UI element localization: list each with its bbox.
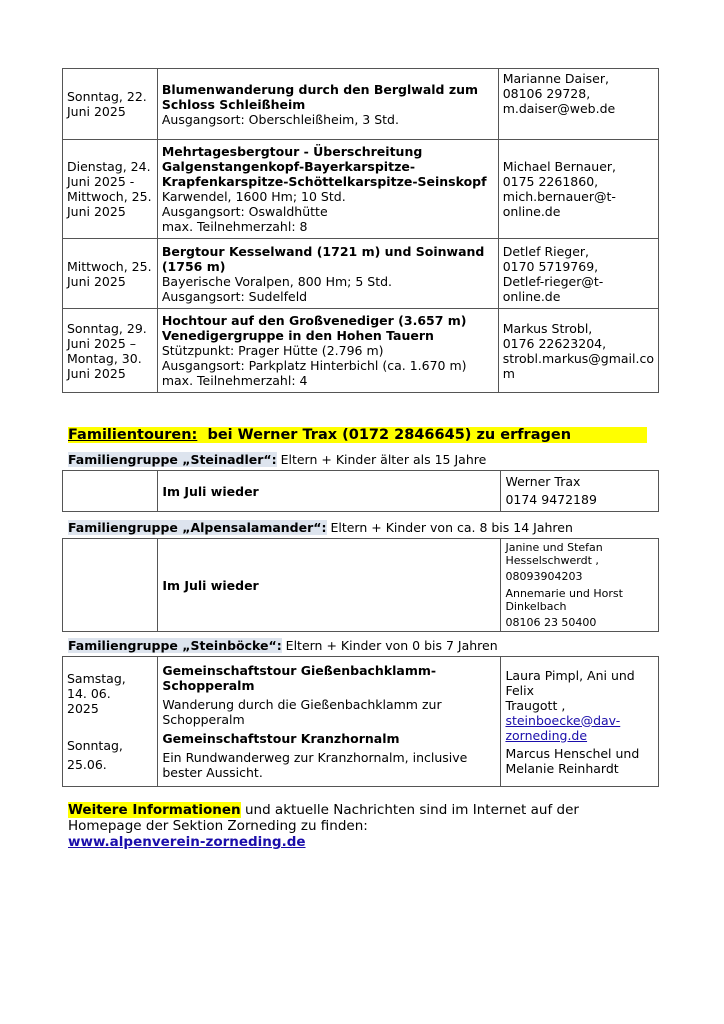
group-tours: [158, 657, 501, 787]
tour-date: [63, 140, 158, 239]
tour-detail: Ausgangsort: Oberschleißheim, 3 Std.: [161, 111, 399, 127]
contact-line: m: [502, 365, 515, 381]
date-line: 25.06.: [67, 757, 107, 772]
table-row: [63, 309, 659, 393]
group-description: Eltern + Kinder von ca. 8 bis 14 Jahren: [326, 520, 573, 535]
tour-title: Mehrtagesbergtour - Überschreitung: [161, 144, 423, 159]
tour-title: Hochtour auf den Großvenediger (3.657 m): [161, 313, 467, 328]
group-activity: [158, 471, 501, 512]
email-link[interactable]: zorneding.de: [505, 727, 588, 743]
date-line: Mittwoch, 25.: [67, 258, 152, 274]
tour-detail: Bayerische Voralpen, 800 Hm; 5 Std.: [161, 273, 393, 289]
table-row: [63, 657, 659, 787]
contact-line: mich.bernauer@t-: [502, 189, 616, 204]
date-line: Juni 2025: [67, 365, 126, 381]
date-line: Samstag,: [67, 671, 126, 686]
contact-line: Laura Pimpl, Ani und Felix: [505, 667, 635, 698]
tour-detail: Stützpunkt: Prager Hütte (2.796 m): [161, 343, 384, 358]
tour-detail: Ausgangsort: Oswaldhütte: [161, 204, 328, 219]
family-tours-contact: bei Werner Trax (0172 2846645) zu erfragen: [197, 427, 572, 443]
date-line: Juni 2025 -: [67, 174, 135, 189]
group-table-steinboecke: [62, 656, 659, 787]
group-contact: [501, 539, 659, 632]
info-label: Weitere Informationen: [68, 802, 241, 818]
date-line: Mittwoch, 25.: [67, 189, 152, 204]
date-line: Juni 2025 –: [67, 335, 137, 351]
contact-line: 0176 22623204,: [502, 335, 607, 351]
contact-line: Dinkelbach: [505, 600, 567, 613]
tour-detail: max. Teilnehmerzahl: 8: [161, 219, 308, 234]
group-heading-steinboecke: [68, 638, 498, 653]
group-heading-steinadler: [68, 452, 486, 467]
tour-contact: [498, 239, 658, 309]
contact-line: Marcus Henschel und: [505, 745, 640, 761]
tour-title: Schopperalm: [162, 678, 255, 693]
contact-line: Markus Strobl,: [502, 320, 593, 336]
date-line: Sonntag,: [67, 738, 123, 753]
contact-line: m.daiser@web.de: [502, 101, 616, 116]
table-row: [63, 539, 659, 632]
footer-text: und aktuelle Nachrichten sind im Internet auf der: [240, 802, 579, 818]
contact-line: Janine und Stefan: [505, 541, 603, 554]
group-heading-alpensalamander: [68, 520, 573, 535]
contact-line: 08106 23 50400: [505, 616, 597, 629]
contact-line: 0175 2261860,: [502, 174, 599, 189]
table-row: [63, 239, 659, 309]
activity-label: Im Juli wieder: [162, 577, 259, 593]
tour-detail: Ausgangsort: Parkplatz Hinterbichl (ca. 1.670 m): [161, 358, 467, 373]
group-description: Eltern + Kinder von 0 bis 7 Jahren: [281, 638, 498, 653]
contact-line: strobl.markus@gmail.co: [502, 350, 654, 366]
tour-title: Bergtour Kesselwand (1721 m) und Soinwand: [161, 243, 485, 259]
group-date: [63, 471, 158, 512]
email-link[interactable]: steinboecke@dav-: [505, 712, 621, 728]
group-dates: [63, 657, 158, 787]
tour-detail: Karwendel, 1600 Hm; 10 Std.: [161, 189, 346, 204]
date-line: 2025: [67, 701, 99, 716]
date-line: Juni 2025: [67, 273, 126, 289]
tour-detail: Ein Rundwanderweg zur Kranzhornalm, inclusive: [162, 750, 468, 765]
tour-title: Venedigergruppe in den Hohen Tauern: [161, 328, 434, 343]
family-tours-heading: [68, 428, 647, 443]
contact-line: 0170 5719769,: [502, 258, 599, 274]
contact-line: 08093904203: [505, 570, 583, 583]
contact-line: 0174 9472189: [505, 492, 597, 507]
contact-line: Traugott ,: [505, 697, 566, 713]
footer-info: [68, 802, 579, 850]
date-line: Montag, 30.: [67, 350, 142, 366]
group-table-steinadler: [62, 470, 659, 512]
tour-detail: bester Aussicht.: [162, 765, 263, 780]
contact-line: Detlef Rieger,: [502, 243, 590, 259]
tour-title: Galgenstangenkopf-Bayerkarspitze-: [161, 159, 416, 174]
table-row: [63, 69, 659, 140]
group-contact: [501, 657, 659, 787]
group-activity: [158, 539, 501, 632]
group-description: Eltern + Kinder älter als 15 Jahre: [276, 452, 487, 467]
tour-date: [63, 69, 158, 140]
tour-date: [63, 309, 158, 393]
contact-line: online.de: [502, 288, 561, 304]
tour-title: Blumenwanderung durch den Berglwald zum: [161, 81, 479, 97]
tour-description: [157, 309, 498, 393]
tour-title: Gemeinschaftstour Kranzhornalm: [162, 731, 400, 746]
group-table-alpensalamander: [62, 538, 659, 632]
tour-description: [157, 140, 498, 239]
family-tours-label: Familientouren:: [68, 427, 198, 443]
tour-contact: [498, 309, 658, 393]
tour-date: [63, 239, 158, 309]
contact-line: Melanie Reinhardt: [505, 760, 619, 776]
tour-contact: [498, 69, 658, 140]
date-line: Sonntag, 22.: [67, 89, 147, 104]
tour-title: Schloss Schleißheim: [161, 96, 306, 112]
date-line: Sonntag, 29.: [67, 320, 147, 336]
group-contact: [501, 471, 659, 512]
group-date: [63, 539, 158, 632]
contact-line: Werner Trax: [505, 474, 581, 489]
group-label: Familiengruppe „Steinadler“:: [68, 452, 277, 467]
contact-line: Annemarie und Horst: [505, 587, 623, 600]
date-line: Juni 2025: [67, 104, 126, 119]
tour-title: Gemeinschaftstour Gießenbachklamm-: [162, 663, 437, 678]
contact-line: Detlef-rieger@t-: [502, 273, 604, 289]
contact-line: 08106 29728,: [502, 86, 591, 101]
group-label: Familiengruppe „Steinböcke“:: [68, 638, 282, 653]
contact-line: Hesselschwerdt ,: [505, 554, 599, 567]
tour-detail: max. Teilnehmerzahl: 4: [161, 373, 308, 388]
tour-detail: Ausgangsort: Sudelfeld: [161, 288, 308, 304]
contact-line: online.de: [502, 204, 561, 219]
activity-label: Im Juli wieder: [162, 483, 259, 499]
tour-detail: Schopperalm: [162, 712, 245, 727]
homepage-link[interactable]: www.alpenverein-zorneding.de: [68, 834, 306, 850]
tour-title: Krapfenkarspitze-Schöttelkarspitze-Seinskopf: [161, 174, 487, 189]
tour-title: (1756 m): [161, 258, 226, 274]
date-line: Juni 2025: [67, 204, 126, 219]
tour-description: [157, 239, 498, 309]
tour-table: [62, 68, 659, 393]
contact-line: Marianne Daiser,: [502, 71, 609, 86]
table-row: [63, 140, 659, 239]
date-line: 14. 06.: [67, 686, 111, 701]
tour-description: [157, 69, 498, 140]
tour-detail: Wanderung durch die Gießenbachklamm zur: [162, 697, 442, 712]
contact-line: Michael Bernauer,: [502, 159, 617, 174]
footer-text: Homepage der Sektion Zorneding zu finden:: [68, 818, 368, 834]
table-row: [63, 471, 659, 512]
tour-contact: [498, 140, 658, 239]
date-line: Dienstag, 24.: [67, 159, 151, 174]
group-label: Familiengruppe „Alpensalamander“:: [68, 520, 327, 535]
